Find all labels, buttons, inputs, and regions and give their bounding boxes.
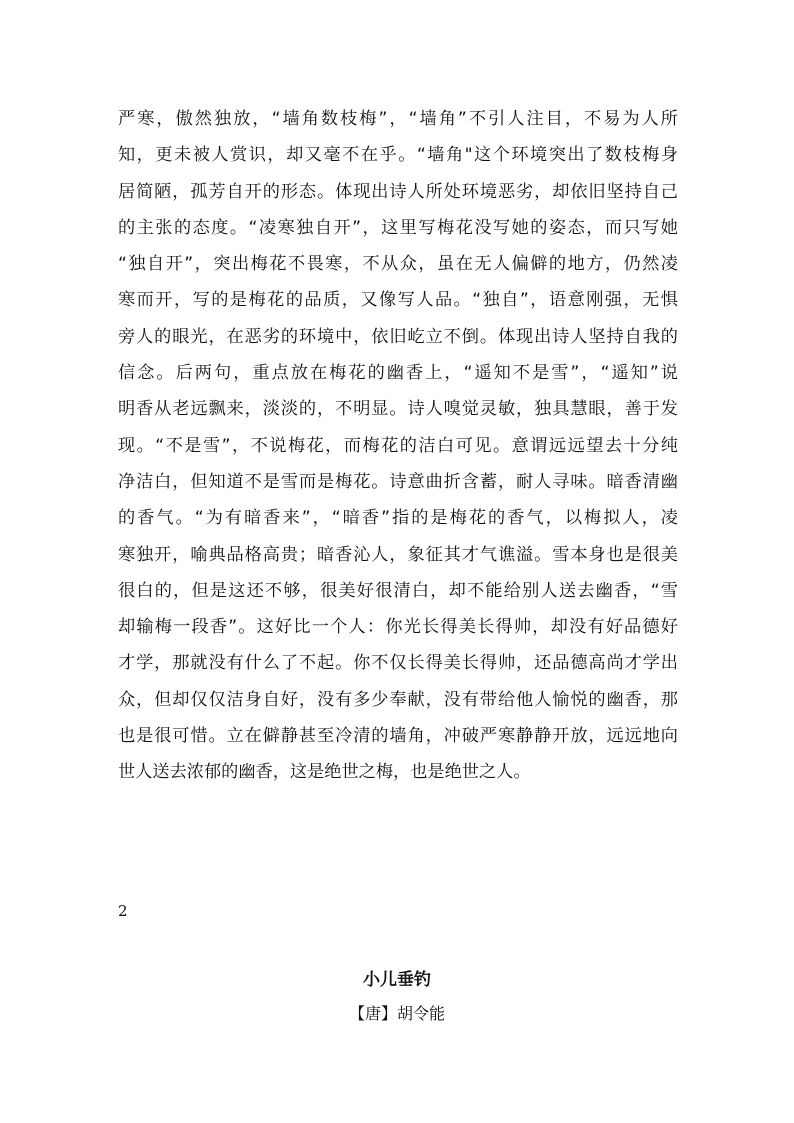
paragraph-line: 严寒，傲然独放，“墙角数枝梅”，“墙角”不引人注目，不易为人所 xyxy=(118,109,678,129)
paragraph-line: 信念。后两句，重点放在梅花的幽香上，“遥知不是雪”，“遥知”说 xyxy=(118,363,678,384)
paragraph-line: 现。“不是雪”，不说梅花，而梅花的洁白可见。意谓远远望去十分纯 xyxy=(118,435,678,456)
paragraph-line: 的香气。“为有暗香来”，“暗香”指的是梅花的香气，以梅拟人，凌 xyxy=(118,508,678,529)
paragraph-line: 寒而开，写的是梅花的品质，又像写人品。“独自”，语意刚强，无惧 xyxy=(118,290,678,311)
paragraph-line: 才学，那就没有什么了不起。你不仅长得美长得帅，还品德高尚才学出 xyxy=(118,653,678,674)
paragraph-line: 却输梅一段香”。这好比一个人：你光长得美长得帅，却没有好品德好 xyxy=(118,617,678,638)
poem-author: 【唐】胡令能 xyxy=(348,1004,445,1023)
paragraph-line: 明香从老远飘来，淡淡的，不明显。诗人嗅觉灵敏，独具慧眼，善于发 xyxy=(118,399,678,420)
commentary-paragraph xyxy=(118,101,678,791)
paragraph-line: 世人送去浓郁的幽香，这是绝世之梅，也是绝世之人。 xyxy=(118,762,531,783)
paragraph-line: 寒独开，喻典品格高贵；暗香沁人，象征其才气谯溢。雪本身也是很美 xyxy=(118,544,678,565)
paragraph-line: 很白的，但是这还不够，很美好很清白，却不能给别人送去幽香，“雪 xyxy=(118,580,678,601)
paragraph-line: 的主张的态度。“凌寒独自开”，这里写梅花没写她的姿态，而只写她 xyxy=(118,217,678,238)
paragraph-line: 知，更未被人赏识，却又毫不在乎。“墙角"这个环境突出了数枝梅身 xyxy=(118,145,678,166)
paragraph-line: 居简陋，孤芳自开的形态。体现出诗人所处环境恶劣，却依旧坚持自己 xyxy=(118,181,678,202)
section-number: 2 xyxy=(118,902,128,920)
paragraph-line: 净洁白，但知道不是雪而是梅花。诗意曲折含蓄，耐人寻味。暗香清幽 xyxy=(118,471,678,492)
paragraph-line: “独自开”，突出梅花不畏寒，不从众，虽在无人偏僻的地方，仍然凌 xyxy=(118,254,678,275)
paragraph-line: 旁人的眼光，在恶劣的环境中，依旧屹立不倒。体现出诗人坚持自我的 xyxy=(118,326,678,347)
paragraph-line: 众，但却仅仅洁身自好，没有多少奉献，没有带给他人愉悦的幽香，那 xyxy=(118,689,678,710)
poem-title: 小儿垂钓 xyxy=(363,970,431,990)
paragraph-line: 也是很可惜。立在僻静甚至冷清的墙角，冲破严寒静静开放，远远地向 xyxy=(118,726,678,747)
